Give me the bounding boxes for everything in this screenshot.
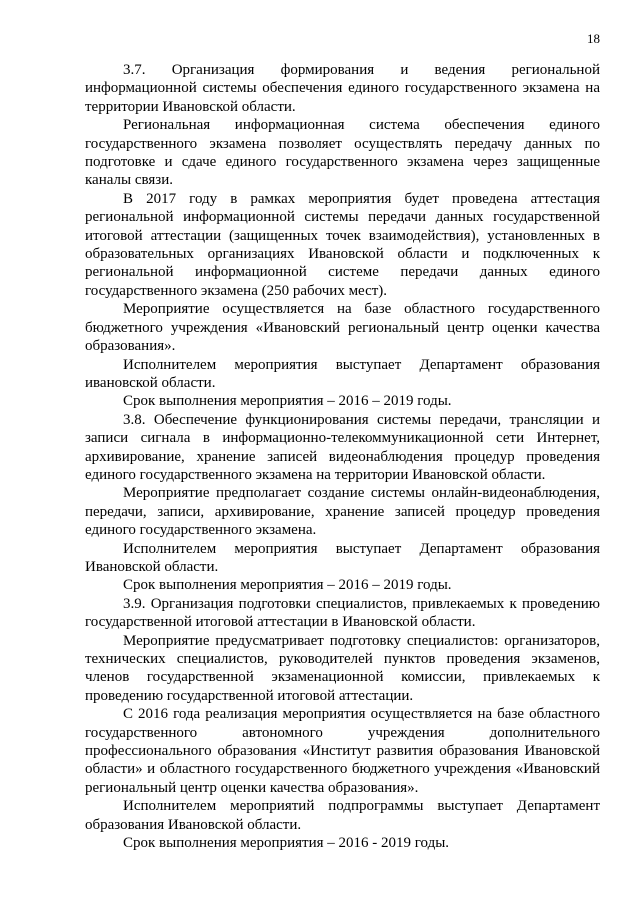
paragraph: Мероприятие предполагает создание системы онлайн-видеонаблюдения, передачи, записи, архивирование, хранение записей процедур проведения единого государственного экзамена.	[85, 485, 600, 539]
paragraph: Мероприятие осуществляется на базе областного государственного бюджетного учреждения «Ивановский региональный центр оценки качества образования».	[85, 301, 600, 355]
paragraph-deadline: Срок выполнения мероприятия – 2016 – 2019 годы.	[123, 577, 452, 594]
page-number: 18	[587, 31, 600, 46]
paragraph-3-8-heading: 3.8. Обеспечение функционирования системы передачи, трансляции и записи сигнала в информационно-телекоммуникационной сети Интернет, архивирование, хранение записей видеонаблюдения процедур проведения единого государственного экзамена на территории Ивановской области.	[85, 411, 600, 483]
paragraph-deadline: Срок выполнения мероприятия – 2016 – 2019 годы.	[123, 393, 452, 410]
paragraph-3-9-heading: 3.9. Организация подготовки специалистов, привлекаемых к проведению государственной итоговой аттестации в Ивановской области.	[85, 595, 600, 631]
paragraph: Мероприятие предусматривает подготовку специалистов: организаторов, технических специалистов, руководителей пунктов проведения экзаменов, членов государственной экзаменационной комиссии, привлекаемых к проведению государственной итоговой аттестации.	[85, 632, 600, 704]
paragraph-deadline: Срок выполнения мероприятия – 2016 - 2019 годы.	[123, 835, 450, 852]
paragraph: С 2016 года реализация мероприятия осуществляется на базе областного государственного автономного учреждения дополнительного профессионального образования «Институт развития образования Ивановской области» и областного государственного бюджетного учреждения «Ивановский региональный центр оценки качества образования».	[85, 706, 600, 796]
paragraph-executor: Исполнителем мероприятия выступает Департамент образования ивановской области.	[85, 356, 600, 391]
paragraph: Региональная информационная система обеспечения единого государственного экзамена позволяет осуществлять передачу данных по подготовке и сдаче единого государственного экзамена через защищенные каналы связи.	[85, 117, 600, 189]
paragraph-executor: Исполнителем мероприятий подпрограммы выступает Департамент образования Ивановской области.	[85, 798, 600, 833]
paragraph-executor: Исполнителем мероприятия выступает Департамент образования Ивановской области.	[85, 540, 600, 575]
paragraph: В 2017 году в рамках мероприятия будет проведена аттестация региональной информационной системы передачи данных государственной итоговой аттестации (защищенных точек взаимодействия), установленных в образовательных организациях Ивановской области и подключенных к региональной информационной системе передачи данных единого государственного экзамена (250 рабочих мест).	[85, 190, 600, 299]
document-body	[85, 61, 600, 852]
paragraph-3-7-heading: 3.7. Организация формирования и ведения региональной информационной системы обеспечения единого государственного экзамена на территории Ивановской области.	[85, 62, 600, 115]
